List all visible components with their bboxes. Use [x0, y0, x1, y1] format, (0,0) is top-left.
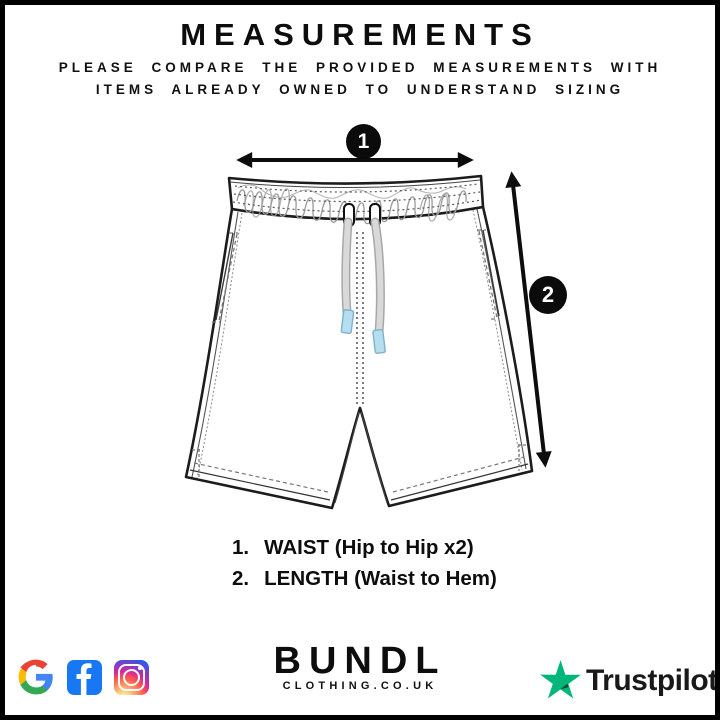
aglet-left [341, 310, 354, 334]
trustpilot-label: Trustpilot [586, 664, 718, 697]
legend-label: WAIST (Hip to Hip x2) [264, 536, 474, 559]
instagram-icon[interactable] [114, 660, 149, 695]
subtitle-line-2: ITEMS ALREADY OWNED TO UNDERSTAND SIZING [95, 82, 625, 97]
measurement-legend [223, 536, 497, 598]
subtitle-line-1: PLEASE COMPARE THE PROVIDED MEASUREMENTS WITH [58, 60, 662, 75]
brand-tagline: CLOTHING.CO.UK [282, 680, 438, 692]
google-icon[interactable] [17, 658, 55, 696]
instagram-camera-lens [123, 669, 140, 686]
facebook-icon[interactable] [67, 660, 102, 695]
brand-name: BUNDL [273, 640, 447, 682]
trustpilot-star-icon [540, 660, 581, 699]
aglet-right [373, 329, 386, 353]
legend-number: 2. [232, 567, 250, 590]
legend-item-waist [223, 536, 497, 560]
social-icons [17, 658, 149, 696]
brand-logo [273, 640, 447, 692]
length-measure-badge: 2 [529, 276, 567, 314]
trustpilot-logo[interactable] [540, 660, 718, 699]
legend-number: 1. [232, 536, 250, 559]
waist-measure-badge: 1 [346, 124, 381, 159]
legend-label: LENGTH (Waist to Hem) [264, 567, 497, 590]
page-title: MEASUREMENTS [180, 17, 540, 52]
shorts-body [186, 207, 532, 508]
legend-item-length [223, 567, 497, 591]
instagram-camera-flash [138, 666, 142, 670]
